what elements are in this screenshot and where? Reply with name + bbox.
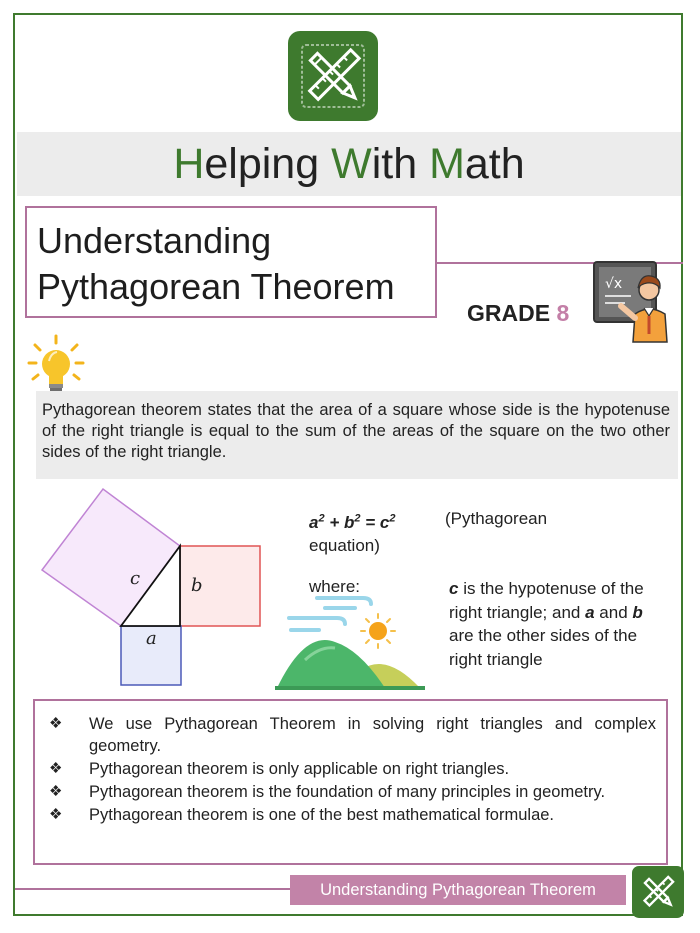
lightbulb-icon [27,333,85,395]
formula-c: = c [360,512,390,532]
facts-list [49,713,656,826]
brand-title-part: ith [371,140,430,188]
brand-title [17,132,681,196]
grade-label [467,300,569,327]
formula-exp-b: 2 [354,512,361,524]
formula-exp-c: 2 [389,512,396,524]
equation-label: (Pythagorean [445,509,548,528]
brand-title-part: ath [464,140,525,188]
bullet-glyph: ❖ [49,715,63,732]
fact-text: We use Pythagorean Theorem in solving right triangles and complex geometry. [89,715,656,755]
brand-title-letter: H [173,140,205,188]
key-facts-box [33,699,668,865]
formula-exp-a: 2 [318,512,325,524]
hills-sun-icon [275,590,425,692]
label-b: b [191,575,203,596]
bullet-glyph: ❖ [49,806,63,823]
label-c: c [130,568,141,589]
worksheet-title [25,206,437,318]
pythagorean-diagram [30,480,270,690]
footer-connector-line [15,888,305,890]
pencil-ruler-icon [632,866,684,918]
worksheet-title-line1: Understanding [37,220,272,261]
worksheet-title-line2: Pythagorean Theorem [37,266,395,307]
where-description [449,577,649,671]
fact-text: Pythagorean theorem is only applicable on right triangles. [89,760,510,778]
pythagorean-equation [309,507,548,557]
and-word: and [594,602,633,622]
list-item [49,804,656,826]
formula-a: a [309,512,319,532]
where-label: where: [309,577,361,596]
footer-banner: Understanding Pythagorean Theorem [290,875,626,905]
brand-title-part: elping [204,140,332,188]
fact-text: Pythagorean theorem is the foundation of many principles in geometry. [89,783,606,801]
brand-title-letter: M [429,140,465,188]
c-description: is the hypotenuse of the right triangle; and [449,579,644,622]
grade-word: GRADE [467,300,551,326]
list-item [49,713,656,757]
ab-description: are the other sides of the right triangle [449,626,638,669]
bullet-glyph: ❖ [49,760,63,777]
pencil-ruler-icon [288,31,378,121]
var-c: c [449,579,459,598]
bullet-glyph: ❖ [49,783,63,800]
label-a: a [146,628,157,649]
definition-text: Pythagorean theorem states that the area of a square whose side is the hypotenuse of the right triangle is equal to the sum of the areas of the square on the two other sides of the right triangle. [36,391,678,479]
teacher-blackboard-icon [591,258,681,344]
list-item [49,781,656,803]
grade-number: 8 [556,300,570,326]
formula-b: + b [324,512,355,532]
fact-text: Pythagorean theorem is one of the best mathematical formulae. [89,806,555,824]
svg-text:√x: √x [605,276,623,292]
var-b: b [632,602,643,622]
equation-label-cont: equation) [309,535,380,555]
var-a: a [585,602,595,622]
list-item [49,758,656,780]
brand-title-letter: W [331,140,372,188]
equation-formula [309,513,395,532]
